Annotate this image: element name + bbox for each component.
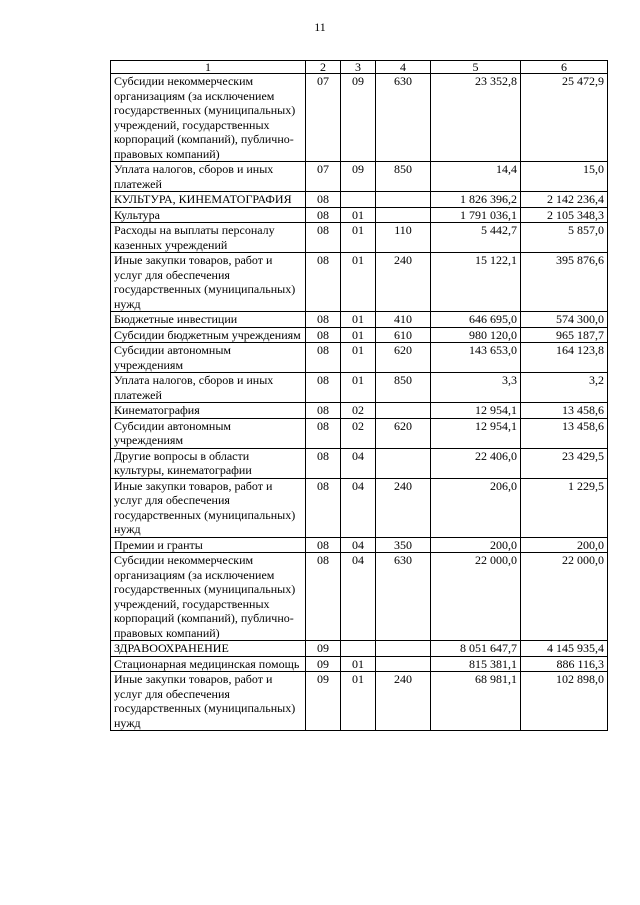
cell-amount-2: 164 123,8 [521,343,608,373]
cell-name: КУЛЬТУРА, КИНЕМАТОГРАФИЯ [111,192,306,208]
table-row [111,223,608,253]
cell-expense-type: 630 [376,74,431,162]
table-row [111,403,608,419]
cell-amount-1: 5 442,7 [431,223,521,253]
cell-amount-2: 23 429,5 [521,448,608,478]
cell-name: Субсидии некоммерческим организациям (за исключением государственных (муниципальных) учреждений, государственных корпораций (компаний), публично-правовых компаний) [111,553,306,641]
table-row [111,343,608,373]
cell-section: 08 [306,553,341,641]
cell-expense-type: 240 [376,672,431,731]
cell-expense-type: 850 [376,162,431,192]
cell-amount-2: 5 857,0 [521,223,608,253]
cell-amount-1: 68 981,1 [431,672,521,731]
cell-section: 08 [306,207,341,223]
cell-section: 08 [306,403,341,419]
cell-name: Премии и гранты [111,537,306,553]
table-row [111,656,608,672]
cell-amount-2: 15,0 [521,162,608,192]
cell-expense-type [376,403,431,419]
cell-subsection: 04 [341,478,376,537]
table-row [111,448,608,478]
cell-amount-1: 3,3 [431,373,521,403]
cell-amount-2: 22 000,0 [521,553,608,641]
cell-section: 08 [306,478,341,537]
cell-expense-type [376,656,431,672]
cell-name: Уплата налогов, сборов и иных платежей [111,162,306,192]
cell-amount-1: 12 954,1 [431,403,521,419]
cell-expense-type [376,192,431,208]
cell-name: Субсидии некоммерческим организациям (за исключением государственных (муниципальных) учреждений, государственных корпораций (компаний), публично-правовых компаний) [111,74,306,162]
cell-subsection: 04 [341,448,376,478]
cell-subsection: 01 [341,327,376,343]
cell-expense-type: 110 [376,223,431,253]
cell-expense-type [376,641,431,657]
cell-subsection [341,192,376,208]
table-row [111,373,608,403]
cell-name: Субсидии бюджетным учреждениям [111,327,306,343]
table-row [111,253,608,312]
table-header [111,61,608,74]
cell-name: Расходы на выплаты персоналу казенных учреждений [111,223,306,253]
cell-subsection: 01 [341,312,376,328]
cell-expense-type: 630 [376,553,431,641]
cell-subsection: 01 [341,223,376,253]
cell-expense-type [376,448,431,478]
cell-expense-type: 850 [376,373,431,403]
cell-amount-1: 980 120,0 [431,327,521,343]
cell-section: 09 [306,656,341,672]
column-header-4: 4 [376,61,431,74]
cell-expense-type: 610 [376,327,431,343]
column-header-6: 6 [521,61,608,74]
table-row [111,207,608,223]
cell-amount-1: 143 653,0 [431,343,521,373]
cell-name: Иные закупки товаров, работ и услуг для обеспечения государственных (муниципальных) нужд [111,672,306,731]
cell-expense-type: 620 [376,418,431,448]
cell-section: 08 [306,253,341,312]
budget-table [110,60,608,731]
table-row [111,74,608,162]
table-row [111,537,608,553]
cell-section: 08 [306,537,341,553]
cell-subsection: 04 [341,537,376,553]
cell-section: 08 [306,373,341,403]
cell-name: Уплата налогов, сборов и иных платежей [111,373,306,403]
cell-name: Иные закупки товаров, работ и услуг для обеспечения государственных (муниципальных) нужд [111,478,306,537]
cell-amount-2: 13 458,6 [521,403,608,419]
cell-amount-1: 15 122,1 [431,253,521,312]
column-header-3: 3 [341,61,376,74]
table-row [111,641,608,657]
cell-amount-2: 25 472,9 [521,74,608,162]
table-row [111,553,608,641]
cell-amount-2: 2 105 348,3 [521,207,608,223]
cell-subsection: 02 [341,403,376,419]
cell-amount-2: 13 458,6 [521,418,608,448]
cell-name: Субсидии автономным учреждениям [111,418,306,448]
cell-name: Иные закупки товаров, работ и услуг для обеспечения государственных (муниципальных) нужд [111,253,306,312]
cell-name: ЗДРАВООХРАНЕНИЕ [111,641,306,657]
table-row [111,418,608,448]
cell-subsection: 04 [341,553,376,641]
table-row [111,327,608,343]
column-header-1: 1 [111,61,306,74]
cell-amount-1: 14,4 [431,162,521,192]
cell-name: Другие вопросы в области культуры, кинематографии [111,448,306,478]
cell-expense-type [376,207,431,223]
table-row [111,312,608,328]
cell-subsection [341,641,376,657]
cell-name: Кинематография [111,403,306,419]
cell-name: Субсидии автономным учреждениям [111,343,306,373]
cell-amount-2: 3,2 [521,373,608,403]
cell-section: 07 [306,162,341,192]
cell-amount-2: 2 142 236,4 [521,192,608,208]
cell-name: Культура [111,207,306,223]
cell-subsection: 01 [341,207,376,223]
cell-subsection: 09 [341,74,376,162]
cell-section: 08 [306,343,341,373]
cell-amount-2: 1 229,5 [521,478,608,537]
cell-amount-1: 8 051 647,7 [431,641,521,657]
cell-amount-1: 1 791 036,1 [431,207,521,223]
cell-subsection: 01 [341,373,376,403]
cell-section: 08 [306,327,341,343]
table-row [111,478,608,537]
cell-section: 07 [306,74,341,162]
cell-amount-2: 102 898,0 [521,672,608,731]
cell-name: Бюджетные инвестиции [111,312,306,328]
cell-amount-2: 395 876,6 [521,253,608,312]
cell-section: 08 [306,192,341,208]
cell-subsection: 02 [341,418,376,448]
column-header-5: 5 [431,61,521,74]
cell-section: 09 [306,641,341,657]
cell-amount-1: 22 406,0 [431,448,521,478]
column-header-2: 2 [306,61,341,74]
table-row [111,192,608,208]
cell-amount-1: 206,0 [431,478,521,537]
cell-amount-2: 200,0 [521,537,608,553]
table-row [111,162,608,192]
cell-expense-type: 240 [376,478,431,537]
cell-subsection: 01 [341,656,376,672]
cell-section: 08 [306,448,341,478]
cell-name: Стационарная медицинская помощь [111,656,306,672]
page-number: 11 [314,20,326,34]
cell-subsection: 01 [341,253,376,312]
cell-amount-1: 23 352,8 [431,74,521,162]
cell-section: 08 [306,223,341,253]
cell-amount-1: 22 000,0 [431,553,521,641]
table-body [111,74,608,731]
cell-expense-type: 410 [376,312,431,328]
cell-section: 09 [306,672,341,731]
cell-amount-2: 4 145 935,4 [521,641,608,657]
cell-amount-1: 646 695,0 [431,312,521,328]
cell-section: 08 [306,312,341,328]
cell-amount-2: 886 116,3 [521,656,608,672]
cell-amount-1: 815 381,1 [431,656,521,672]
cell-expense-type: 620 [376,343,431,373]
cell-expense-type: 350 [376,537,431,553]
cell-amount-1: 1 826 396,2 [431,192,521,208]
cell-subsection: 01 [341,672,376,731]
cell-expense-type: 240 [376,253,431,312]
cell-amount-1: 12 954,1 [431,418,521,448]
table-row [111,672,608,731]
cell-amount-2: 574 300,0 [521,312,608,328]
cell-subsection: 09 [341,162,376,192]
cell-amount-1: 200,0 [431,537,521,553]
header-row [111,61,608,74]
cell-subsection: 01 [341,343,376,373]
cell-amount-2: 965 187,7 [521,327,608,343]
cell-section: 08 [306,418,341,448]
